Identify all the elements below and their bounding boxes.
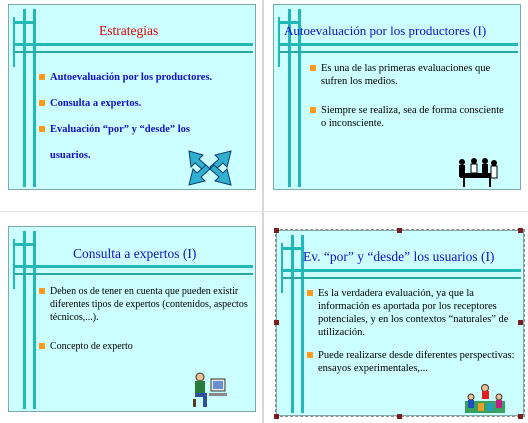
bullet-square-icon <box>310 107 316 113</box>
list-item: Puede realizarse desde diferentes perspectivas: ensayos experimentales,... <box>307 349 517 375</box>
resize-handle[interactable] <box>397 228 402 233</box>
slide-title: Estrategias <box>99 23 159 38</box>
decor-bar <box>13 239 15 289</box>
list-item: Consulta a expertos. <box>39 97 254 110</box>
decor-bar <box>281 277 521 279</box>
decor-bar <box>291 235 294 413</box>
resize-handle[interactable] <box>274 320 279 325</box>
resize-handle[interactable] <box>518 320 523 325</box>
bullet-square-icon <box>307 290 313 296</box>
people-group-icon <box>463 383 507 415</box>
slide-title: Autoevaluación por los productores (I) <box>284 23 487 38</box>
list-item: Autoevaluación por los productores. <box>39 71 254 84</box>
bullet-list <box>307 287 517 375</box>
resize-handle[interactable] <box>518 414 523 419</box>
list-item: Siempre se realiza, sea de forma consciente o inconsciente. <box>310 104 510 130</box>
list-item-continuation: usuarios. <box>50 150 91 161</box>
bullet-square-icon <box>39 288 45 294</box>
decor-bar <box>33 9 36 187</box>
bullet-list <box>310 62 510 130</box>
slide-thumbnail-4[interactable] <box>276 230 524 416</box>
list-item: Es la verdadera evaluación, ya que la información es aportada por los receptores potenciales, y en los contextos “naturales” de utilización. <box>307 287 517 339</box>
decor-bar <box>278 43 518 46</box>
decor-bar <box>23 231 26 409</box>
decor-bar <box>281 243 283 293</box>
decor-bar <box>33 231 36 409</box>
decor-bar <box>278 51 518 53</box>
decor-bar <box>278 17 280 67</box>
bullet-square-icon <box>39 343 45 349</box>
slide-title: Consulta a expertos (I) <box>73 246 197 261</box>
list-item: Deben os de tener en cuenta que pueden existir diferentes tipos de expertos (contenidos, aspectos técnicos,...). <box>39 285 249 324</box>
decor-bar <box>13 265 253 268</box>
pane-divider-horizontal <box>0 211 528 212</box>
decor-bar <box>13 273 253 275</box>
list-item: Evaluación “por” y “desde” los <box>39 123 254 136</box>
resize-handle[interactable] <box>274 228 279 233</box>
list-item: Es una de las primeras evaluaciones que sufren los medios. <box>310 62 510 88</box>
decor-bar <box>13 17 15 67</box>
slide-title: Ev. “por” y “desde” los usuarios (I) <box>303 249 495 264</box>
slide-thumbnail-1[interactable] <box>8 4 256 190</box>
list-item: Concepto de experto <box>39 340 249 353</box>
meeting-people-icon <box>454 155 500 189</box>
computer-user-icon <box>189 369 229 409</box>
slide-thumbnail-2[interactable] <box>273 4 521 190</box>
arrows-icon <box>187 149 233 187</box>
decor-bar <box>23 9 26 187</box>
bullet-list <box>39 285 249 353</box>
resize-handle[interactable] <box>274 414 279 419</box>
bullet-square-icon <box>39 100 45 106</box>
decor-bar <box>13 51 253 53</box>
decor-bar <box>13 43 253 46</box>
bullet-square-icon <box>39 74 45 80</box>
decor-bar <box>281 269 521 272</box>
slide-thumbnail-3[interactable] <box>8 226 256 412</box>
bullet-square-icon <box>307 352 313 358</box>
bullet-square-icon <box>39 126 45 132</box>
bullet-square-icon <box>310 65 316 71</box>
resize-handle[interactable] <box>518 228 523 233</box>
resize-handle[interactable] <box>397 414 402 419</box>
